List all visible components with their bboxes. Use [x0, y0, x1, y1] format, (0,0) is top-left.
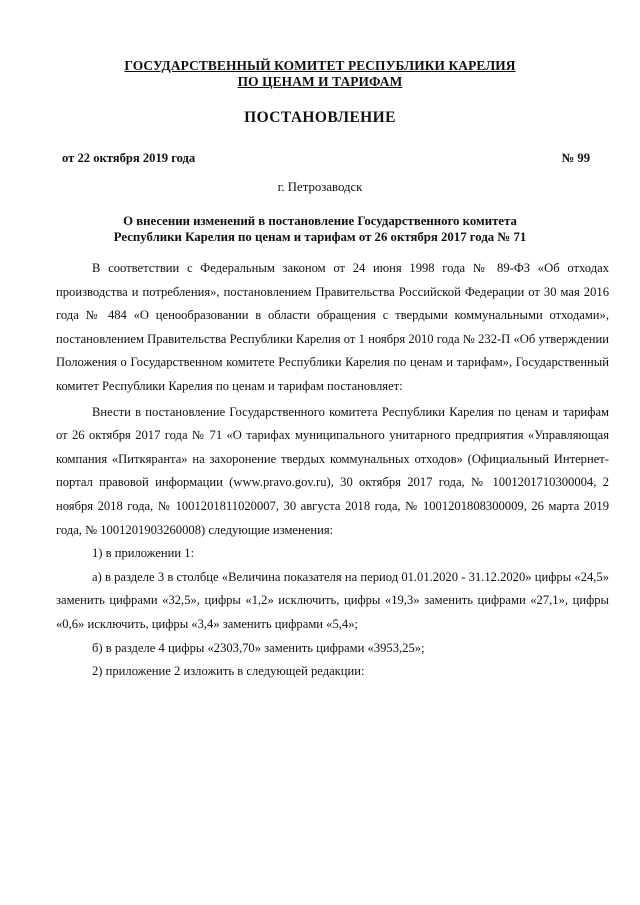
- subject-line2: Республики Карелия по ценам и тарифам от 26 октября 2017 года № 71: [113, 230, 527, 244]
- committee-name-line1: ГОСУДАРСТВЕННЫЙ КОМИТЕТ РЕСПУБЛИКИ КАРЕЛИЯ: [124, 58, 516, 73]
- paragraph-item-1a: а) в разделе 3 в столбце «Величина показателя на период 01.01.2020 - 31.12.2020» цифры «24,5» заменить цифрами «32,5», цифры «1,2» исключить, цифры «19,3» заменить цифрами «27,1», цифры «0,6» исключить, цифры «3,4» заменить цифрами «5,4»;: [56, 569, 609, 631]
- paragraph-amendment-intro: Внести в постановление Государственного комитета Республики Карелия по ценам и тарифам от 26 октября 2017 года № 71 «О тарифах муниципального унитарного предприятия «Управляющая компания «Питкяранта» на захоронение твердых коммунальных отходов» (Официальный Интернет-портал правовой информации (www.pravo.gov.ru), 30 октября 2017 года, № 1001201710300004, 2 ноября 2018 года, № 1001201811020007, 30 августа 2018 года, № 1001201808300009, 26 марта 2019 года, № 1001201903260008) следующие изменения:: [56, 404, 609, 537]
- document-number: № 99: [561, 151, 590, 165]
- document-body: [56, 257, 609, 684]
- paragraph-item-1: 1) в приложении 1:: [92, 546, 195, 561]
- paragraph-item-2: 2) приложение 2 изложить в следующей редакции:: [92, 664, 365, 679]
- paragraph-item-1b: б) в разделе 4 цифры «2303,70» заменить цифрами «3953,25»;: [92, 640, 425, 655]
- subject-line1: О внесении изменений в постановление Государственного комитета: [123, 214, 517, 228]
- document-date: от 22 октября 2019 года: [62, 151, 196, 165]
- document-city: г. Петрозаводск: [277, 180, 363, 194]
- document-type-title: ПОСТАНОВЛЕНИЕ: [244, 109, 396, 126]
- paragraph-preamble: В соответствии с Федеральным законом от 24 июня 1998 года № 89-ФЗ «Об отходах производства и потребления», постановлением Правительства Российской Федерации от 30 мая 2016 года № 484 «О ценообразовании в области обращения с твердыми коммунальными отходами», постановлением Правительства Республики Карелия от 1 ноября 2010 года № 232-П «Об утверждении Положения о Государственном комитете Республики Карелия по ценам и тарифам», Государственный комитет Республики Карелия по ценам и тарифам постановляет:: [56, 261, 609, 393]
- committee-name-line2: ПО ЦЕНАМ И ТАРИФАМ: [237, 74, 403, 89]
